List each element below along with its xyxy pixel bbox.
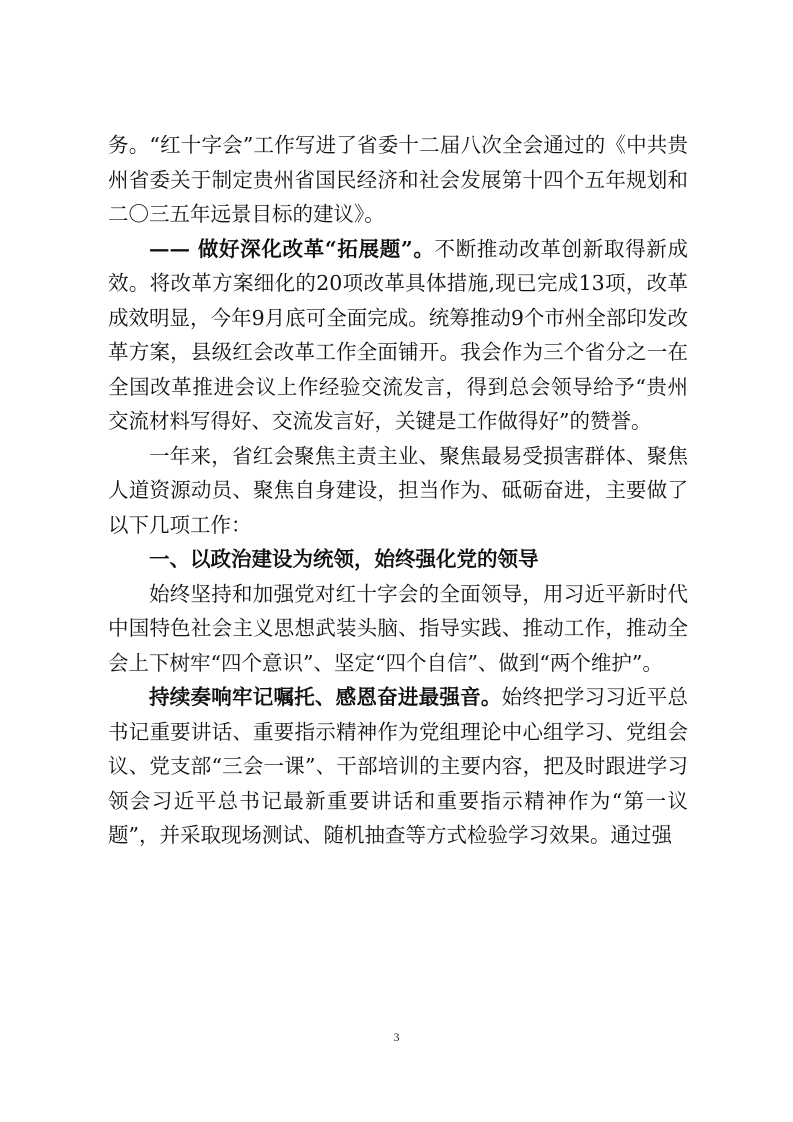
paragraph-5 bbox=[108, 680, 688, 853]
paragraph-5-lead: 持续奏响牢记嘱托、感恩奋进最强音。 bbox=[149, 685, 502, 709]
section-heading: 一、以政治建设为统领，始终强化党的领导 bbox=[149, 547, 539, 571]
paragraph-1: 务。“红十字会”工作写进了省委十二届八次全会通过的《中共贵州省委关于制定贵州省国民经济和社会发展第十四个五年规划和二〇三五年远景目标的建议》。 bbox=[108, 133, 688, 226]
paragraph-4: 始终坚持和加强党对红十字会的全面领导，用习近平新时代中国特色社会主义思想武装头脑、指导实践、推动工作，推动全会上下树牢“四个意识”、坚定“四个自信”、做到“两个维护”。 bbox=[108, 581, 688, 675]
paragraph-2-lead: —— 做好深化改革“拓展题”。 bbox=[149, 236, 435, 261]
paragraph-3: 一年来，省红会聚焦主责主业、聚焦最易受损害群体、聚焦人道资源动员、聚焦自身建设，担当作为、砥砺奋进，主要做了以下几项工作： bbox=[108, 443, 688, 537]
paragraph-2 bbox=[108, 232, 688, 439]
document-body bbox=[108, 128, 688, 853]
paragraph-5-text: 始终把学习习近平总书记重要讲话、重要指示精神作为党组理论中心组学习、党组会议、党支部“三会一课”、干部培训的主要内容，把及时跟进学习领会习近平总书记最新重要讲话和重要指示精神作为“第一议题”，并采取现场测试、随机抽查等方式检验学习效果。通过强 bbox=[108, 685, 689, 847]
paragraph-2-text: 不断推动改革创新取得新成效。将改革方案细化的20项改革具体措施,现已完成13项，改革成效明显，今年9月底可全面完成。统筹推动9个市州全部印发改革方案，县级红会改革工作全面铺开。我会作为三个省分之一在全国改革推进会议上作经验交流发言，得到总会领导给予“贵州交流材料写得好、交流发言好，关键是工作做得好”的赞誉。 bbox=[108, 236, 688, 433]
page-number: 3 bbox=[393, 1030, 400, 1044]
